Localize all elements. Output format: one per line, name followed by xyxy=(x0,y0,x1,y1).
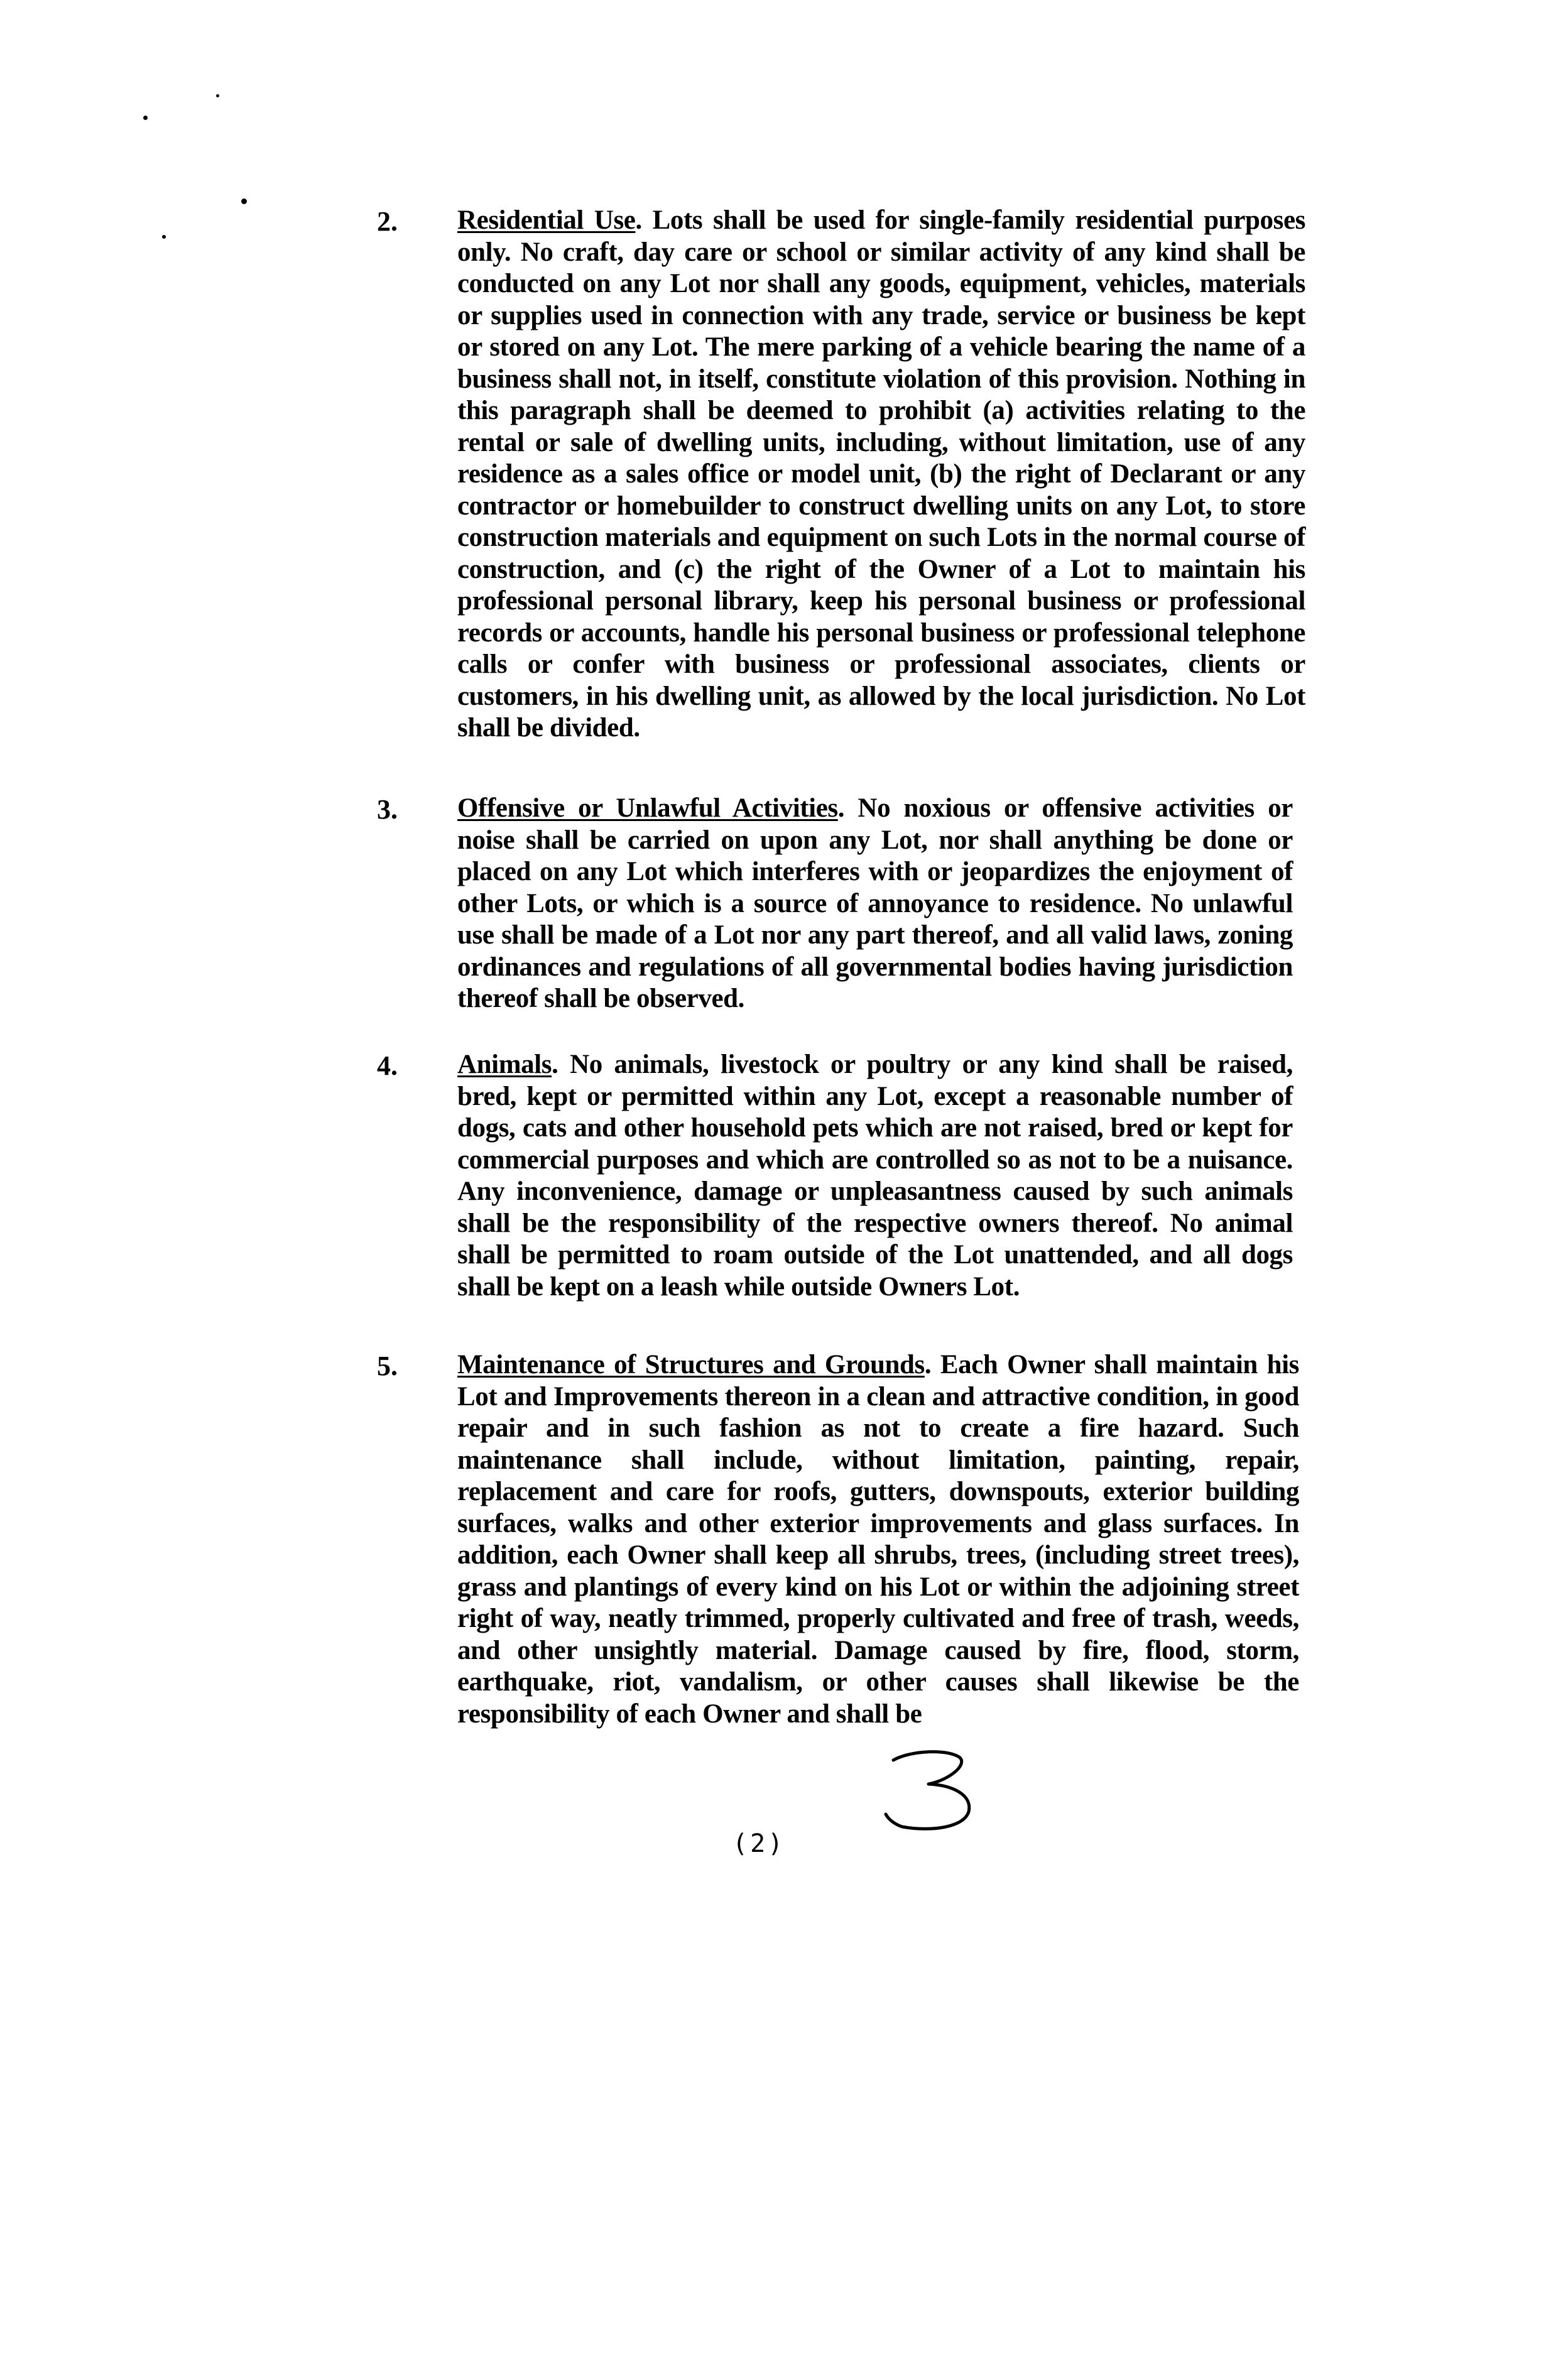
page-number: (2) xyxy=(732,1829,786,1858)
scan-speck xyxy=(241,199,247,204)
handwritten-page-mark xyxy=(879,1746,980,1834)
section-number: 4. xyxy=(377,1050,398,1081)
scan-speck xyxy=(143,116,148,120)
section-number: 2. xyxy=(377,206,398,237)
section-heading: Residential Use xyxy=(457,205,636,235)
scan-speck xyxy=(216,94,219,97)
section-heading: Maintenance of Structures and Grounds xyxy=(457,1350,925,1379)
handwritten-three-icon xyxy=(879,1746,980,1834)
section-number: 5. xyxy=(377,1351,398,1381)
scan-speck xyxy=(162,235,166,239)
section-text xyxy=(457,793,1293,1015)
section-text xyxy=(457,1049,1293,1303)
section-heading: Animals xyxy=(457,1050,552,1079)
section-heading: Offensive or Unlawful Activities xyxy=(457,793,838,823)
section-body: . No noxious or offensive activities or noise shall be carried on upon any Lot, nor shall anything be done or placed on any Lot which interferes with or jeopardizes the enjoyment of other Lots, or which is a source of annoyance to residence. No unlawful use shall be made of a Lot nor any part thereof, and all valid laws, zoning ordinances and regulations of all governmental bodies having jurisdiction thereof shall be observed. xyxy=(457,793,1293,1013)
section-number: 3. xyxy=(377,794,398,825)
section-body: . No animals, livestock or poultry or any kind shall be raised, bred, kept or permitted within any Lot, except a reasonable number of dogs, cats and other household pets which are not raised, bred or kept for commercial purposes and which are controlled so as not to be a nuisance. Any inconvenience, damage or unpleasantness caused by such animals shall be the responsibility of the respective owners thereof. No animal shall be permitted to roam outside of the Lot unattended, and all dogs shall be kept on a leash while outside Owners Lot. xyxy=(457,1050,1293,1302)
section-body: . Lots shall be used for single-family residential purposes only. No craft, day care or school or similar activity of any kind shall be conducted on any Lot nor shall any goods, equipment, vehicles, materials or supplies used in connection with any trade, service or business be kept or stored on any Lot. The mere parking of a vehicle bearing the name of a business shall not, in itself, constitute violation of this provision. Nothing in this paragraph shall be deemed to prohibit (a) activities relating to the rental or sale of dwelling units, including, without limitation, use of any residence as a sales office or model unit, (b) the right of Declarant or any contractor or homebuilder to construct dwelling units on any Lot, to store construction materials and equipment on such Lots in the normal course of construction, and (c) the right of the Owner of a Lot to maintain his professional personal library, keep his personal business or professional records or accounts, handle his personal business or professional telephone calls or confer with business or professional associates, clients or customers, in his dwelling unit, as allowed by the local jurisdiction. No Lot shall be divided. xyxy=(457,205,1305,743)
section-text xyxy=(457,1349,1299,1730)
section-body: . Each Owner shall maintain his Lot and Improvements thereon in a clean and attractive condition, in good repair and in such fashion as not to create a fire hazard. Such maintenance shall include, without limitation, painting, repair, replacement and care for roofs, gutters, downspouts, exterior building surfaces, walks and other exterior improvements and glass surfaces. In addition, each Owner shall keep all shrubs, trees, (including street trees), grass and plantings of every kind on his Lot or within the adjoining street right of way, neatly trimmed, properly cultivated and free of trash, weeds, and other unsightly material. Damage caused by fire, flood, storm, earthquake, riot, vandalism, or other causes shall likewise be the responsibility of each Owner and shall be xyxy=(457,1350,1299,1729)
section-text xyxy=(457,205,1305,744)
